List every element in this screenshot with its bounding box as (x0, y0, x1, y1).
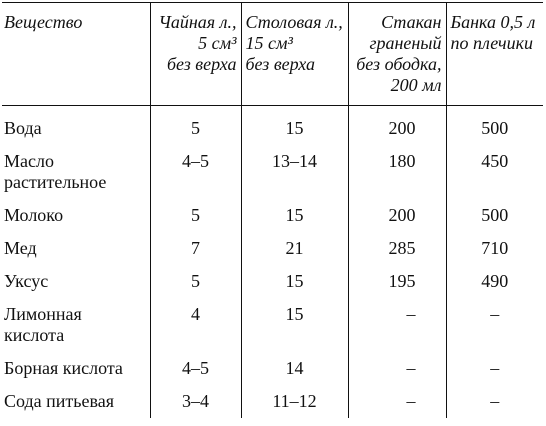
teaspoon-value: 5 (150, 199, 241, 232)
table-row (2, 199, 543, 232)
jar-value: – (446, 298, 543, 352)
teaspoon-value: 3–4 (150, 385, 241, 418)
substance-name-line: Масло (4, 151, 54, 171)
glass-value: 200 (348, 106, 446, 146)
jar-value: 450 (446, 145, 543, 199)
header-glass (348, 3, 446, 106)
table-row (2, 298, 543, 352)
jar-value: 500 (446, 106, 543, 146)
table-row (2, 352, 543, 385)
substance-name-line: Сода питьевая (4, 391, 114, 411)
teaspoon-value: 5 (150, 106, 241, 146)
header-substance (2, 3, 150, 106)
teaspoon-value: 5 (150, 265, 241, 298)
table-row (2, 145, 543, 199)
header-row (2, 3, 543, 106)
table-row (2, 232, 543, 265)
header-jar (446, 3, 543, 106)
substance-name-line: кислота (4, 325, 65, 345)
glass-value: – (348, 352, 446, 385)
substance-name (2, 298, 150, 352)
jar-value: 710 (446, 232, 543, 265)
substance-name (2, 232, 150, 265)
table-row (2, 106, 543, 146)
jar-value: – (446, 385, 543, 418)
header-teaspoon-line1: Чайная л., (158, 12, 237, 32)
substance-name-line: растительное (4, 172, 107, 192)
substance-name (2, 385, 150, 418)
substance-name-line: Уксус (4, 271, 49, 291)
header-glass-line2: граненый (369, 33, 442, 53)
glass-value: – (348, 385, 446, 418)
header-teaspoon (150, 3, 241, 106)
header-jar-line2: по плечики (450, 33, 534, 53)
header-glass-line1: Стакан (381, 12, 442, 32)
tablespoon-value: 15 (241, 298, 348, 352)
substance-name (2, 145, 150, 199)
tablespoon-value: 15 (241, 265, 348, 298)
header-teaspoon-line2: 5 см³ (198, 33, 237, 53)
glass-value: 195 (348, 265, 446, 298)
substance-name-line: Мед (4, 238, 37, 258)
jar-value: 500 (446, 199, 543, 232)
substance-name (2, 199, 150, 232)
substance-name (2, 265, 150, 298)
tablespoon-value: 11–12 (241, 385, 348, 418)
table-row (2, 385, 543, 418)
header-glass-line3: без ободка, (356, 54, 442, 74)
tablespoon-value: 21 (241, 232, 348, 265)
substance-name-line: Вода (4, 118, 42, 138)
tablespoon-value: 14 (241, 352, 348, 385)
glass-value: 285 (348, 232, 446, 265)
header-teaspoon-line3: без верха (166, 54, 237, 74)
tablespoon-value: 15 (241, 106, 348, 146)
jar-value: – (446, 352, 543, 385)
tablespoon-value: 15 (241, 199, 348, 232)
substance-name-line: Лимонная (4, 304, 82, 324)
header-tablespoon (241, 3, 348, 106)
glass-value: 200 (348, 199, 446, 232)
jar-value: 490 (446, 265, 543, 298)
tablespoon-value: 13–14 (241, 145, 348, 199)
substance-name (2, 352, 150, 385)
measures-table (2, 2, 543, 418)
header-substance-label: Вещество (4, 12, 83, 32)
glass-value: – (348, 298, 446, 352)
teaspoon-value: 4–5 (150, 352, 241, 385)
glass-value: 180 (348, 145, 446, 199)
table-row (2, 265, 543, 298)
header-glass-line4: 200 мл (390, 75, 442, 95)
header-tablespoon-line1: Столовая л., (245, 12, 343, 32)
substance-name-line: Молоко (4, 205, 64, 225)
header-tablespoon-line2: 15 см³ (245, 33, 293, 53)
teaspoon-value: 4 (150, 298, 241, 352)
header-tablespoon-line3: без верха (245, 54, 316, 74)
substance-name-line: Борная кислота (4, 358, 123, 378)
teaspoon-value: 7 (150, 232, 241, 265)
substance-name (2, 106, 150, 146)
teaspoon-value: 4–5 (150, 145, 241, 199)
header-jar-line1: Банка 0,5 л (450, 12, 536, 32)
